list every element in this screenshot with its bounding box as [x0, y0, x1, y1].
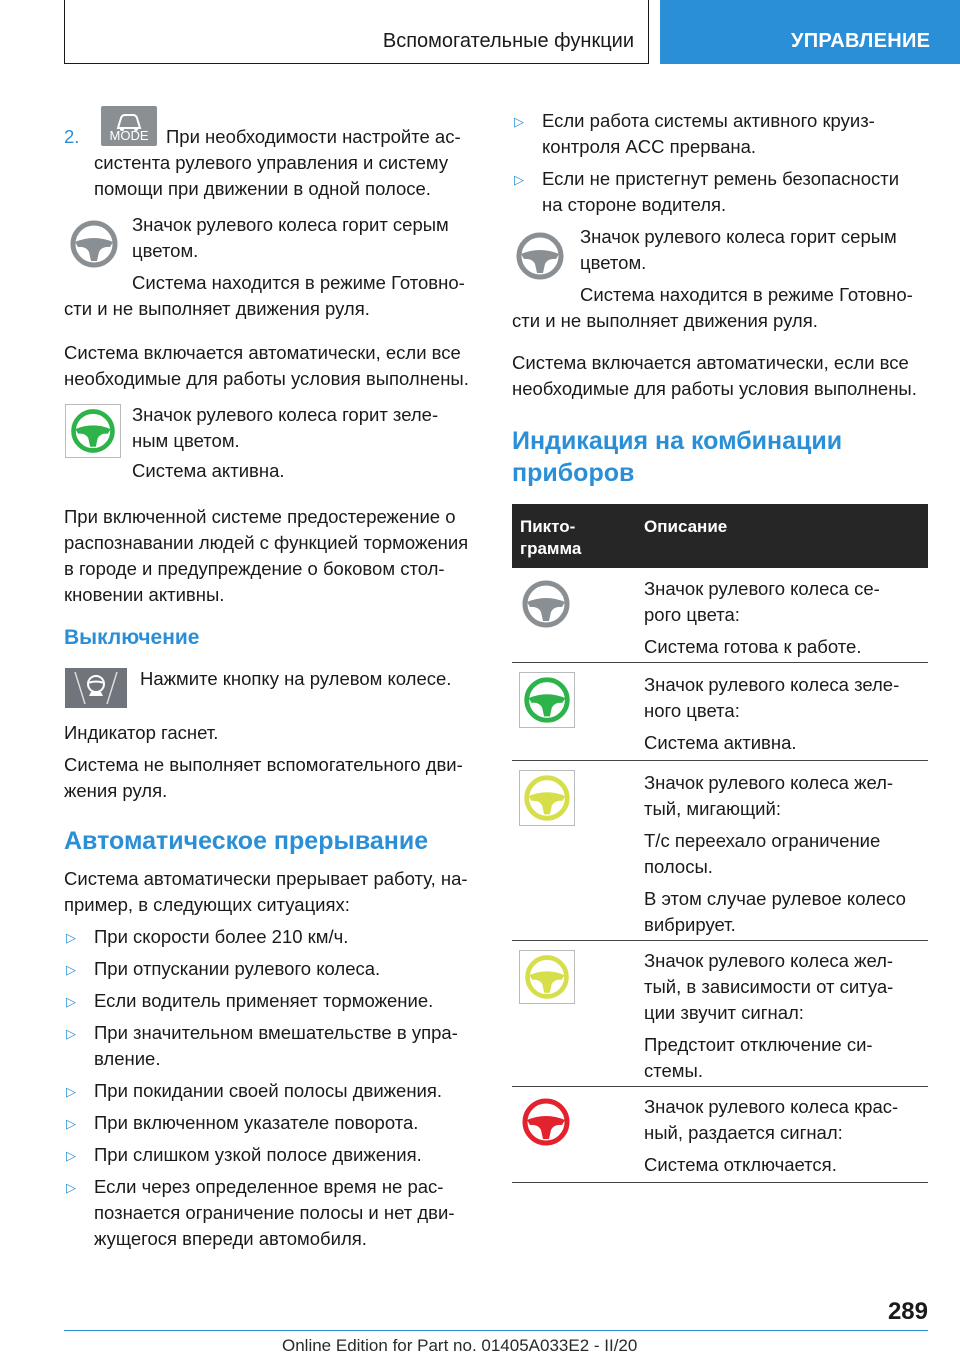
bullet-marker: ▷	[66, 994, 76, 1009]
grey-desc-line2: цветом.	[132, 240, 199, 261]
steering-wheel-green-icon	[519, 672, 575, 728]
row-text: Значок рулевого колеса зеле-	[644, 674, 900, 695]
row-text: Т/с переехало ограничение	[644, 830, 881, 851]
warn-line1: При включенной системе предостережение о	[64, 506, 456, 527]
bullet-item-cont: вление.	[94, 1048, 161, 1069]
row-text: ного цвета:	[644, 700, 740, 721]
auto-intro-line2: пример, в следующих ситуациях:	[64, 894, 350, 915]
bullet-item: Если через определенное время не рас-	[94, 1176, 444, 1197]
auto-interrupt-heading: Автоматическое прерывание	[64, 827, 429, 855]
row-divider	[512, 662, 928, 663]
grey-ready-line1: Система находится в режиме Готовно-	[580, 284, 913, 305]
steering-wheel-grey-icon	[66, 216, 122, 272]
bullet-marker: ▷	[66, 930, 76, 945]
row-text: В этом случае рулевое колесо	[644, 888, 906, 909]
footer-edition: Online Edition for Part no. 01405A033E2 - II/20	[282, 1336, 638, 1355]
steering-wheel-yellow-icon	[519, 770, 575, 826]
cluster-heading-line1: Индикация на комбинации	[512, 427, 843, 455]
row-text: Значок рулевого колеса жел-	[644, 950, 894, 971]
green-active-text: Система активна.	[132, 460, 285, 481]
grey-ready-line1: Система находится в режиме Готовно-	[132, 272, 465, 293]
bullet-item: При значительном вмешательстве в упра-	[94, 1022, 458, 1043]
row-text: Система активна.	[644, 732, 797, 753]
bullet-belt-line1: Если не пристегнут ремень безопасности	[542, 168, 900, 189]
row-divider	[512, 940, 928, 941]
warn-line2: распознавании людей с функцией торможения	[64, 532, 469, 553]
steering-wheel-grey-icon	[512, 228, 568, 284]
steering-wheel-button-icon	[65, 668, 127, 708]
page-number: 289	[887, 1298, 928, 1325]
bullet-marker: ▷	[66, 1026, 76, 1041]
row-text: Значок рулевого колеса се-	[644, 578, 880, 599]
header-chapter-tab[interactable]	[660, 0, 960, 64]
row-divider	[512, 1182, 928, 1183]
auto-on-line1: Система включается автоматически, если все	[64, 342, 461, 363]
off-heading: Выключение	[64, 626, 200, 649]
steering-wheel-yellow-icon	[519, 950, 575, 1004]
bullet-marker: ▷	[66, 1148, 76, 1163]
auto-on-line2: необходимые для работы условия выполнены.	[512, 378, 917, 399]
mode-button-icon	[101, 106, 157, 146]
bullet-item: При отпускании рулевого колеса.	[94, 958, 381, 979]
mode-label: MODE	[109, 128, 149, 143]
header-section-tab	[64, 0, 649, 64]
cluster-heading-line2: приборов	[512, 459, 635, 487]
auto-on-line1: Система включается автоматически, если все	[512, 352, 909, 373]
auto-intro-line1: Система автоматически прерывает работу, на-	[64, 868, 468, 889]
row-text: Система отключается.	[644, 1154, 837, 1175]
bullet-marker: ▷	[66, 1180, 76, 1195]
row-text: стемы.	[644, 1060, 703, 1081]
steering-wheel-green-icon	[65, 404, 121, 458]
green-desc-line2: ным цветом.	[132, 430, 240, 451]
bullet-marker: ▷	[66, 1084, 76, 1099]
col-header-description: Описание	[644, 517, 728, 536]
row-divider	[512, 1086, 928, 1087]
bullet-marker: ▷	[514, 172, 524, 187]
col-header-pictogram-2: грамма	[520, 539, 582, 558]
off-press-text: Нажмите кнопку на рулевом колесе.	[140, 668, 452, 689]
bullet-item: Если водитель применяет торможение.	[94, 990, 434, 1011]
off-indicator-text: Индикатор гаснет.	[64, 722, 219, 743]
off-system-line1: Система не выполняет вспомогательного дви-	[64, 754, 463, 775]
footer-divider	[64, 1330, 928, 1331]
step-text-line1: При необходимости настройте ас-	[166, 126, 461, 147]
warn-line4: кновении активны.	[64, 584, 225, 605]
grey-desc-line1: Значок рулевого колеса горит серым	[132, 214, 449, 235]
grey-ready-line2: сти и не выполняет движения руля.	[64, 298, 370, 319]
bullet-item: При слишком узкой полосе движения.	[94, 1144, 422, 1165]
auto-on-line2: необходимые для работы условия выполнены.	[64, 368, 469, 389]
row-text: Значок рулевого колеса жел-	[644, 772, 894, 793]
bullet-item: При покидании своей полосы движения.	[94, 1080, 443, 1101]
bullet-acc-line2: контроля ACC прервана.	[542, 136, 757, 157]
bullet-item: При включенном указателе поворота.	[94, 1112, 419, 1133]
row-text: Значок рулевого колеса крас-	[644, 1096, 899, 1117]
bullet-acc-line1: Если работа системы активного круиз-	[542, 110, 875, 131]
step-number: 2.	[64, 126, 80, 147]
grey-desc-line2: цветом.	[580, 252, 647, 273]
step-text-line3: помощи при движении в одной полосе.	[94, 178, 431, 199]
grey-ready-line2: сти и не выполняет движения руля.	[512, 310, 818, 331]
steering-wheel-grey-icon	[518, 576, 574, 632]
row-text: ции звучит сигнал:	[644, 1002, 804, 1023]
bullet-marker: ▷	[514, 114, 524, 129]
off-system-line2: жения руля.	[64, 780, 168, 801]
bullet-item-cont: познается ограничение полосы и нет дви-	[94, 1202, 455, 1223]
green-desc-line1: Значок рулевого колеса горит зеле-	[132, 404, 439, 425]
steering-wheel-red-icon	[518, 1094, 574, 1150]
row-text: Система готова к работе.	[644, 636, 862, 657]
row-text: полосы.	[644, 856, 713, 877]
warn-line3: в городе и предупреждение о боковом стол-	[64, 558, 445, 579]
col-header-pictogram-1: Пикто-	[520, 517, 576, 536]
bullet-marker: ▷	[66, 1116, 76, 1131]
row-text: вибрирует.	[644, 914, 736, 935]
row-text: Предстоит отключение си-	[644, 1034, 873, 1055]
row-text: тый, мигающий:	[644, 798, 781, 819]
row-text: тый, в зависимости от ситуа-	[644, 976, 894, 997]
table-header	[512, 504, 928, 568]
bullet-item: При скорости более 210 км/ч.	[94, 926, 349, 947]
step-text-line2: систента рулевого управления и систему	[94, 152, 449, 173]
row-text: ный, раздается сигнал:	[644, 1122, 843, 1143]
row-divider	[512, 760, 928, 761]
grey-desc-line1: Значок рулевого колеса горит серым	[580, 226, 897, 247]
bullet-marker: ▷	[66, 962, 76, 977]
bullet-item-cont: жущегося впереди автомобиля.	[94, 1228, 367, 1249]
header-chapter-title: УПРАВЛЕНИЕ	[791, 30, 931, 52]
bullet-belt-line2: на стороне водителя.	[542, 194, 727, 215]
header-section-title: Вспомогательные функции	[382, 30, 634, 52]
row-text: рого цвета:	[644, 604, 740, 625]
